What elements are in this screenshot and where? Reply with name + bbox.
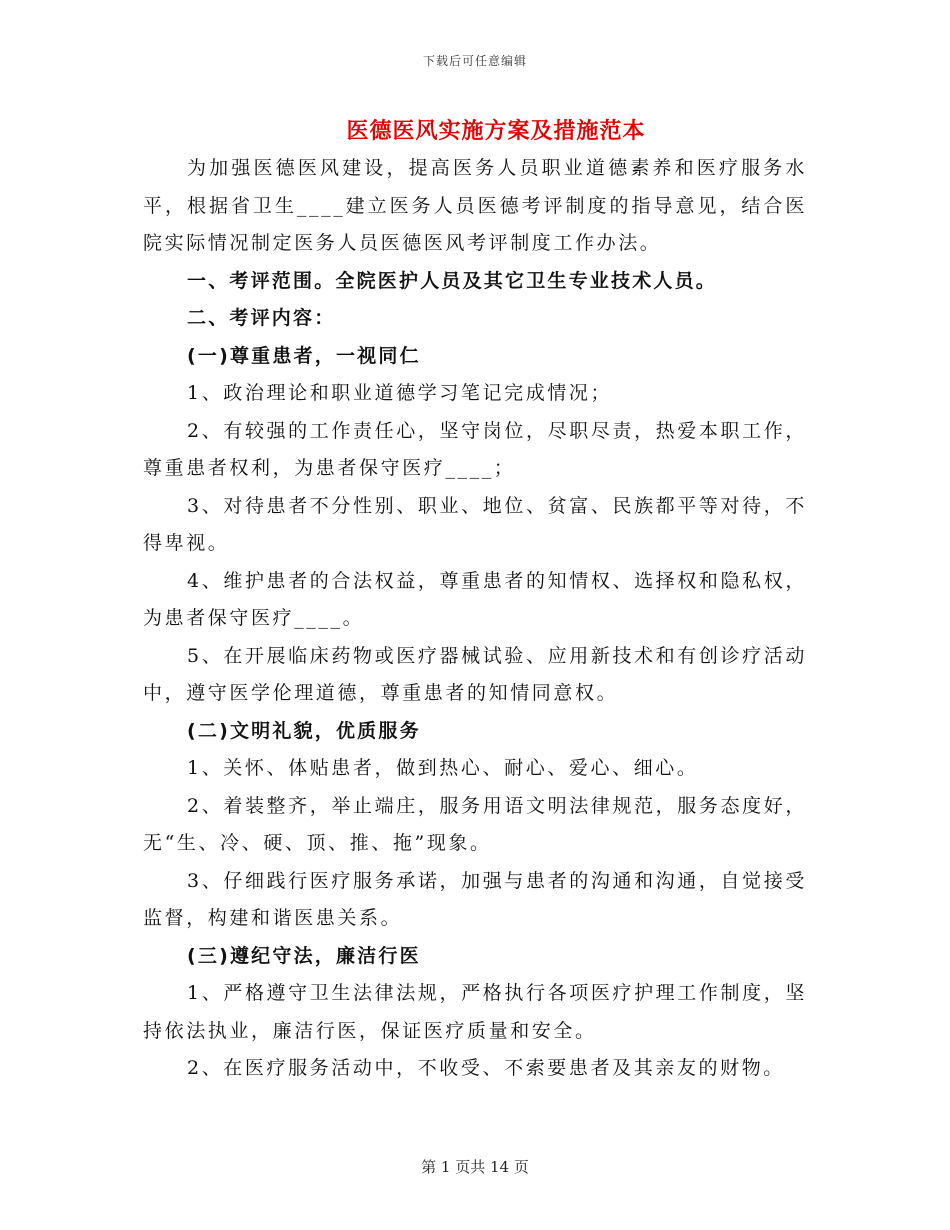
list-item: 1、关怀、体贴患者，做到热心、耐心、爱心、细心。 <box>187 757 699 779</box>
list-item: 2、在医疗服务活动中，不收受、不索要患者及其亲友的财物。 <box>187 1057 785 1079</box>
list-item: 4、维护患者的合法权益，尊重患者的知情权、选择权和隐私权，为患者保守医疗____。 <box>143 569 807 629</box>
list-item: 2、着装整齐，举止端庄，服务用语文明法律规范，服务态度好，无“生、冷、硬、顶、推、拖”现象。 <box>143 794 807 854</box>
header-note: 下载后可任意编辑 <box>422 54 527 68</box>
document-title: 医德医风实施方案及措施范本 <box>346 119 646 144</box>
list-item: 3、对待患者不分性别、职业、地位、贫富、民族都平等对待，不得卑视。 <box>143 494 807 554</box>
list-item: 1、政治理论和职业道德学习笔记完成情况； <box>187 382 613 404</box>
heading-scope: 一、考评范围。全院医护人员及其它卫生专业技术人员。 <box>187 269 718 292</box>
list-item: 2、有较强的工作责任心，坚守岗位，尽职尽责，热爱本职工作，尊重患者权利，为患者保守医疗____； <box>143 419 807 479</box>
list-item: 5、在开展临床药物或医疗器械试验、应用新技术和有创诊疗活动中，遵守医学伦理道德，尊重患者的知情同意权。 <box>143 644 807 704</box>
subheading-respect-patients: (一)尊重患者，一视同仁 <box>187 344 421 367</box>
heading-content: 二、考评内容： <box>187 307 336 329</box>
subheading-courtesy-service: (二)文明礼貌，优质服务 <box>187 719 421 742</box>
list-item: 3、仔细践行医疗服务承诺，加强与患者的沟通和沟通，自觉接受监督，构建和谐医患关系。 <box>143 869 807 929</box>
document-body <box>143 150 807 1088</box>
page-number: 第 1 页共 14 页 <box>421 1158 529 1176</box>
list-item: 1、严格遵守卫生法律法规，严格执行各项医疗护理工作制度，坚持依法执业，廉洁行医，保证医疗质量和安全。 <box>143 982 807 1042</box>
paragraph-intro: 为加强医德医风建设，提高医务人员职业道德素养和医疗服务水平，根据省卫生____建立医务人员医德考评制度的指导意见，结合医院实际情况制定医务人员医德医风考评制度工作办法。 <box>143 157 807 254</box>
subheading-law-integrity: (三)遵纪守法，廉洁行医 <box>187 944 421 967</box>
